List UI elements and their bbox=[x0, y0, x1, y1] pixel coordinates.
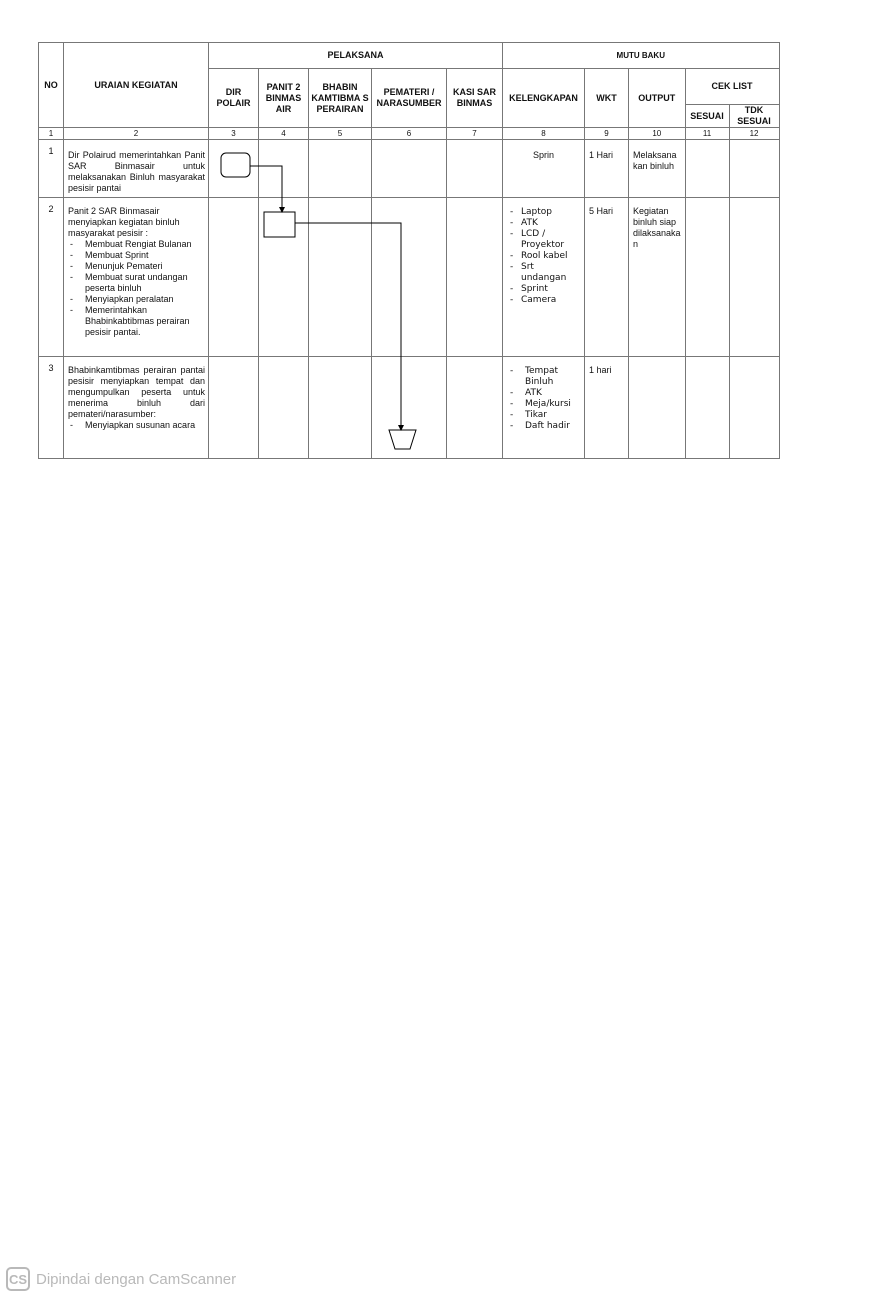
col-num: 3 bbox=[209, 128, 259, 140]
col-num: 12 bbox=[729, 128, 779, 140]
col-num: 11 bbox=[685, 128, 729, 140]
row-kelengkapan: Sprin bbox=[503, 140, 585, 198]
list-item: - Camera bbox=[507, 295, 580, 306]
camscanner-watermark bbox=[6, 1266, 236, 1292]
list-item: - Tempat Binluh bbox=[507, 366, 580, 388]
row-wkt: 5 Hari bbox=[585, 198, 629, 357]
header-dir-polair: DIR POLAIR bbox=[209, 69, 259, 128]
row-wkt: 1 hari bbox=[585, 357, 629, 459]
row-kelengkapan bbox=[503, 357, 585, 459]
sop-table bbox=[38, 42, 780, 459]
col-num: 2 bbox=[64, 128, 209, 140]
row-output bbox=[629, 357, 686, 459]
row-number: 3 bbox=[39, 357, 64, 459]
row-description bbox=[64, 357, 209, 459]
header-panit: PANIT 2 BINMAS AIR bbox=[259, 69, 309, 128]
header-pemateri: PEMATERI / NARASUMBER bbox=[372, 69, 447, 128]
row-kelengkapan bbox=[503, 198, 585, 357]
list-item: - Sprint bbox=[507, 284, 580, 295]
column-number-row bbox=[39, 128, 780, 140]
col-num: 8 bbox=[503, 128, 585, 140]
row-description bbox=[64, 198, 209, 357]
list-item: - Tikar bbox=[507, 410, 580, 421]
list-item: - LCD / Proyektor bbox=[507, 229, 580, 251]
list-item: - Menunjuk Pemateri bbox=[68, 261, 205, 272]
row-output: Kegiatan binluh siap dilaksanaka n bbox=[629, 198, 686, 357]
header-no: NO bbox=[39, 43, 64, 128]
row-description-text: Panit 2 SAR Binmasair menyiapkan kegiatan binluh masyarakat pesisir : bbox=[68, 206, 180, 238]
header-pelaksana: PELAKSANA bbox=[209, 43, 503, 69]
header-tdk-sesuai: TDK SESUAI bbox=[729, 105, 779, 128]
list-item: - Membuat Rengiat Bulanan bbox=[68, 239, 205, 250]
row-output: Melaksana kan binluh bbox=[629, 140, 686, 198]
header-sesuai: SESUAI bbox=[685, 105, 729, 128]
col-num: 5 bbox=[309, 128, 372, 140]
header-uraian: URAIAN KEGIATAN bbox=[64, 43, 209, 128]
header-wkt: WKT bbox=[585, 69, 629, 128]
row-item-list bbox=[68, 420, 205, 431]
table-row bbox=[39, 357, 780, 459]
list-item: - Membuat surat undangan peserta binluh bbox=[68, 272, 205, 294]
table-row bbox=[39, 140, 780, 198]
list-item: - Laptop bbox=[507, 207, 580, 218]
list-item: - Srt undangan bbox=[507, 262, 580, 284]
list-item: - Menyiapkan susunan acara bbox=[68, 420, 205, 431]
list-item: - Memerintahkan Bhabinkabtibmas perairan pesisir pantai. bbox=[68, 305, 205, 338]
list-item: - Membuat Sprint bbox=[68, 250, 205, 261]
col-num: 7 bbox=[447, 128, 503, 140]
list-item: - Menyiapkan peralatan bbox=[68, 294, 205, 305]
header-kasi: KASI SAR BINMAS bbox=[447, 69, 503, 128]
row-wkt: 1 Hari bbox=[585, 140, 629, 198]
row-item-list bbox=[68, 239, 205, 338]
header-kelengkapan: KELENGKAPAN bbox=[503, 69, 585, 128]
row-description: Dir Polairud memerintahkan Panit SAR Binmasair untuk melaksanakan Binluh masyarakat pesisir pantai bbox=[64, 140, 209, 198]
row-number: 1 bbox=[39, 140, 64, 198]
camscanner-logo-icon: CS bbox=[6, 1267, 30, 1291]
list-item: - ATK bbox=[507, 218, 580, 229]
list-item: - Rool kabel bbox=[507, 251, 580, 262]
header-output: OUTPUT bbox=[629, 69, 686, 128]
header-bhabin: BHABIN KAMTIBMA S PERAIRAN bbox=[309, 69, 372, 128]
header-mutu-baku: MUTU BAKU bbox=[503, 43, 780, 69]
table-row bbox=[39, 198, 780, 357]
col-num: 1 bbox=[39, 128, 64, 140]
watermark-text: Dipindai dengan CamScanner bbox=[36, 1270, 237, 1288]
list-item: - ATK bbox=[507, 388, 580, 399]
col-num: 4 bbox=[259, 128, 309, 140]
list-item: - Daft hadir bbox=[507, 421, 580, 432]
list-item: - Meja/kursi bbox=[507, 399, 580, 410]
row-number: 2 bbox=[39, 198, 64, 357]
row-description-text: Bhabinkamtibmas perairan pantai pesisir menyiapkan tempat dan mengumpulkan peserta untuk menerima binluh dari pemateri/narasumber: bbox=[68, 365, 205, 419]
col-num: 9 bbox=[585, 128, 629, 140]
col-num: 6 bbox=[372, 128, 447, 140]
header-ceklist: CEK LIST bbox=[685, 69, 779, 105]
col-num: 10 bbox=[629, 128, 686, 140]
